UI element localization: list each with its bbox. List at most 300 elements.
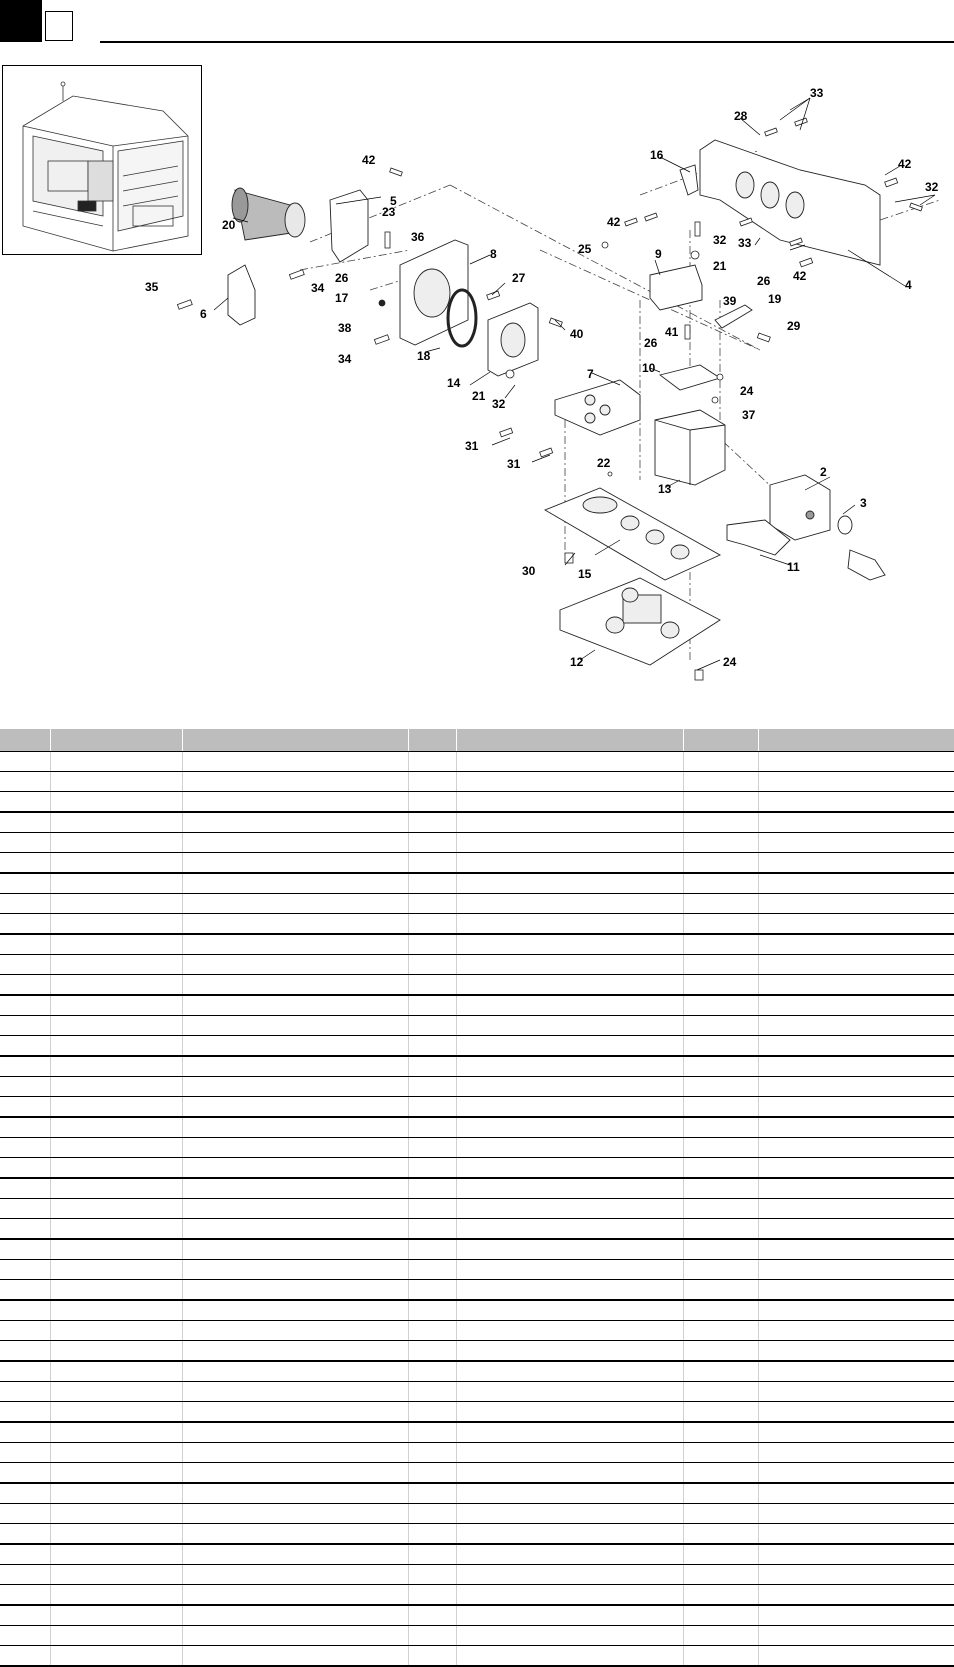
table-cell — [683, 1483, 758, 1504]
table-row — [0, 1585, 954, 1606]
table-cell — [408, 812, 456, 833]
callout-26b: 26 — [757, 274, 771, 288]
table-cell — [182, 934, 408, 955]
table-cell — [0, 1646, 50, 1667]
table-cell — [182, 975, 408, 996]
table-cell — [758, 812, 954, 833]
table-cell — [683, 1402, 758, 1423]
exploded-view-svg — [140, 80, 954, 700]
table-cell — [0, 1097, 50, 1118]
table-cell — [182, 1565, 408, 1585]
table-cell — [758, 1585, 954, 1606]
table-row — [0, 1178, 954, 1199]
table-row — [0, 1443, 954, 1463]
part-connector — [848, 550, 885, 580]
table-row — [0, 1341, 954, 1362]
table-cell — [758, 914, 954, 935]
table-cell — [182, 894, 408, 914]
table-cell — [182, 1260, 408, 1280]
table-cell — [683, 1605, 758, 1626]
table-row — [0, 1504, 954, 1524]
table-cell — [456, 1605, 683, 1626]
table-cell — [683, 1565, 758, 1585]
table-cell — [758, 1056, 954, 1077]
table-cell — [408, 1504, 456, 1524]
table-cell — [0, 1219, 50, 1240]
table-row — [0, 914, 954, 935]
part-19-clip — [715, 305, 752, 328]
table-cell — [456, 1422, 683, 1443]
table-cell — [683, 1199, 758, 1219]
table-cell — [408, 1565, 456, 1585]
table-cell — [50, 752, 182, 772]
table-cell — [50, 934, 182, 955]
table-cell — [0, 812, 50, 833]
table-cell — [758, 1382, 954, 1402]
table-cell — [456, 1382, 683, 1402]
table-cell — [683, 1646, 758, 1667]
table-cell — [408, 1483, 456, 1504]
table-row — [0, 833, 954, 853]
callout-7: 7 — [587, 367, 594, 381]
table-cell — [182, 1117, 408, 1138]
table-row — [0, 752, 954, 772]
table-cell — [0, 772, 50, 792]
table-cell — [0, 1626, 50, 1646]
table-cell — [408, 995, 456, 1016]
table-cell — [50, 1117, 182, 1138]
table-cell — [182, 1605, 408, 1626]
table-cell — [758, 1565, 954, 1585]
part-7-plate — [555, 380, 640, 435]
table-cell — [683, 1626, 758, 1646]
table-cell — [456, 1565, 683, 1585]
table-cell — [456, 1504, 683, 1524]
table-cell — [683, 1077, 758, 1097]
table-cell — [683, 1463, 758, 1484]
table-cell — [758, 1646, 954, 1667]
table-cell — [0, 934, 50, 955]
table-cell — [683, 833, 758, 853]
callout-40: 40 — [570, 327, 584, 341]
column-header — [182, 729, 408, 752]
table-cell — [0, 1158, 50, 1179]
parts-list-table — [0, 729, 954, 1667]
callout-39: 39 — [723, 294, 737, 308]
table-row — [0, 1463, 954, 1484]
table-cell — [50, 1260, 182, 1280]
table-cell — [683, 1524, 758, 1545]
table-cell — [50, 955, 182, 975]
table-cell — [408, 1097, 456, 1118]
table-cell — [456, 1036, 683, 1057]
table-cell — [182, 1504, 408, 1524]
table-cell — [456, 752, 683, 772]
callout-3: 3 — [860, 496, 867, 510]
table-cell — [456, 1402, 683, 1423]
table-cell — [408, 1178, 456, 1199]
table-cell — [408, 792, 456, 813]
table-cell — [683, 1117, 758, 1138]
table-cell — [182, 1524, 408, 1545]
table-cell — [182, 1158, 408, 1179]
table-cell — [683, 1504, 758, 1524]
table-cell — [182, 1300, 408, 1321]
callout-32b: 32 — [492, 397, 506, 411]
callout-37: 37 — [742, 408, 756, 422]
table-cell — [182, 1077, 408, 1097]
table-cell — [456, 1341, 683, 1362]
table-cell — [182, 1341, 408, 1362]
table-row — [0, 1219, 954, 1240]
table-cell — [456, 1158, 683, 1179]
table-cell — [456, 1117, 683, 1138]
table-cell — [408, 1341, 456, 1362]
table-cell — [758, 1524, 954, 1545]
table-cell — [0, 1199, 50, 1219]
table-row — [0, 1321, 954, 1341]
table-cell — [0, 1443, 50, 1463]
table-cell — [0, 853, 50, 874]
table-cell — [456, 1239, 683, 1260]
parts-table-header-row — [0, 729, 954, 752]
callout-33b: 33 — [738, 236, 752, 250]
table-cell — [50, 894, 182, 914]
table-cell — [50, 1016, 182, 1036]
table-cell — [408, 1524, 456, 1545]
table-cell — [683, 853, 758, 874]
callout-24a: 24 — [740, 384, 754, 398]
table-cell — [683, 1382, 758, 1402]
table-cell — [0, 1422, 50, 1443]
table-row — [0, 873, 954, 894]
callout-28: 28 — [734, 109, 748, 123]
table-cell — [0, 975, 50, 996]
table-cell — [0, 1524, 50, 1545]
table-row — [0, 1382, 954, 1402]
table-cell — [456, 1280, 683, 1301]
table-cell — [50, 1524, 182, 1545]
table-cell — [456, 1300, 683, 1321]
table-cell — [758, 1626, 954, 1646]
table-row — [0, 1361, 954, 1382]
table-cell — [683, 1280, 758, 1301]
table-cell — [50, 1341, 182, 1362]
table-cell — [408, 1544, 456, 1565]
table-row — [0, 1138, 954, 1158]
table-cell — [50, 1402, 182, 1423]
table-cell — [456, 1199, 683, 1219]
table-cell — [408, 772, 456, 792]
table-cell — [758, 772, 954, 792]
table-cell — [182, 1239, 408, 1260]
table-cell — [408, 1422, 456, 1443]
table-cell — [50, 1646, 182, 1667]
table-cell — [683, 1260, 758, 1280]
table-cell — [456, 833, 683, 853]
table-cell — [758, 1219, 954, 1240]
table-row — [0, 853, 954, 874]
table-cell — [683, 752, 758, 772]
part-9-block — [650, 265, 702, 310]
table-cell — [0, 1260, 50, 1280]
callout-11: 11 — [787, 560, 800, 574]
table-cell — [456, 1097, 683, 1118]
table-cell — [182, 914, 408, 935]
callout-26c: 26 — [644, 336, 658, 350]
part-5-bracket — [330, 190, 368, 262]
table-cell — [50, 1138, 182, 1158]
table-cell — [182, 995, 408, 1016]
column-header — [456, 729, 683, 752]
part-6-clamp — [228, 265, 255, 325]
callout-42a: 42 — [362, 153, 376, 167]
table-cell — [408, 1056, 456, 1077]
table-cell — [50, 1199, 182, 1219]
table-cell — [408, 1239, 456, 1260]
table-cell — [182, 1402, 408, 1423]
table-cell — [0, 1036, 50, 1057]
callout-12: 12 — [570, 655, 584, 669]
table-cell — [456, 975, 683, 996]
table-cell — [0, 914, 50, 935]
table-cell — [182, 1443, 408, 1463]
table-cell — [456, 955, 683, 975]
table-cell — [683, 1178, 758, 1199]
table-row — [0, 1056, 954, 1077]
table-cell — [50, 1158, 182, 1179]
table-cell — [758, 1463, 954, 1484]
table-cell — [0, 1321, 50, 1341]
table-cell — [0, 833, 50, 853]
table-cell — [456, 1646, 683, 1667]
table-cell — [50, 1036, 182, 1057]
table-cell — [50, 1361, 182, 1382]
table-cell — [683, 1097, 758, 1118]
part-16-bracket — [680, 165, 698, 195]
table-cell — [182, 955, 408, 975]
table-cell — [758, 1117, 954, 1138]
table-cell — [182, 1199, 408, 1219]
column-header — [408, 729, 456, 752]
table-cell — [50, 1463, 182, 1484]
table-cell — [683, 1544, 758, 1565]
table-cell — [408, 914, 456, 935]
table-cell — [50, 873, 182, 894]
table-row — [0, 1199, 954, 1219]
table-cell — [408, 752, 456, 772]
callout-42b: 42 — [607, 215, 621, 229]
table-cell — [50, 995, 182, 1016]
table-row — [0, 1016, 954, 1036]
table-cell — [683, 934, 758, 955]
part-12-base-plate — [560, 578, 720, 665]
table-cell — [0, 1239, 50, 1260]
table-cell — [408, 1077, 456, 1097]
table-cell — [456, 812, 683, 833]
table-cell — [0, 1056, 50, 1077]
callout-34a: 34 — [311, 281, 325, 295]
callout-24b: 24 — [723, 655, 737, 669]
table-row — [0, 1402, 954, 1423]
table-cell — [683, 894, 758, 914]
table-cell — [456, 772, 683, 792]
callout-5: 5 — [390, 194, 397, 208]
callout-41: 41 — [665, 325, 679, 339]
table-cell — [408, 1016, 456, 1036]
table-cell — [683, 975, 758, 996]
table-cell — [758, 1300, 954, 1321]
callout-29: 29 — [787, 319, 801, 333]
table-row — [0, 1646, 954, 1667]
callout-2: 2 — [820, 465, 827, 479]
table-row — [0, 1422, 954, 1443]
callout-22: 22 — [597, 456, 611, 470]
table-row — [0, 1300, 954, 1321]
table-cell — [0, 955, 50, 975]
table-cell — [182, 1219, 408, 1240]
table-cell — [0, 873, 50, 894]
table-row — [0, 1605, 954, 1626]
table-cell — [408, 934, 456, 955]
table-cell — [182, 1016, 408, 1036]
table-cell — [0, 1178, 50, 1199]
table-cell — [683, 772, 758, 792]
table-row — [0, 1077, 954, 1097]
callout-23: 23 — [382, 205, 396, 219]
table-cell — [408, 833, 456, 853]
callout-26a: 26 — [335, 271, 349, 285]
table-cell — [408, 1280, 456, 1301]
table-cell — [683, 873, 758, 894]
table-cell — [182, 752, 408, 772]
table-cell — [182, 1626, 408, 1646]
table-cell — [408, 1036, 456, 1057]
table-cell — [408, 975, 456, 996]
table-cell — [408, 955, 456, 975]
table-cell — [758, 1280, 954, 1301]
table-cell — [0, 1463, 50, 1484]
table-cell — [456, 1626, 683, 1646]
table-cell — [0, 1504, 50, 1524]
table-row — [0, 772, 954, 792]
table-cell — [683, 1341, 758, 1362]
table-row — [0, 792, 954, 813]
callout-6: 6 — [200, 307, 207, 321]
table-cell — [182, 1138, 408, 1158]
table-cell — [456, 873, 683, 894]
callout-42d: 42 — [793, 269, 807, 283]
table-cell — [758, 995, 954, 1016]
table-cell — [50, 1219, 182, 1240]
table-cell — [50, 853, 182, 874]
table-cell — [408, 1443, 456, 1463]
table-row — [0, 1544, 954, 1565]
table-cell — [683, 1056, 758, 1077]
table-cell — [0, 1117, 50, 1138]
table-cell — [456, 1178, 683, 1199]
part-4-long-bracket — [700, 140, 880, 265]
table-cell — [408, 1463, 456, 1484]
table-cell — [408, 1199, 456, 1219]
table-cell — [683, 812, 758, 833]
table-cell — [50, 1544, 182, 1565]
table-cell — [758, 1077, 954, 1097]
column-header — [0, 729, 50, 752]
table-cell — [182, 1382, 408, 1402]
column-header — [50, 729, 182, 752]
callout-38: 38 — [338, 321, 352, 335]
table-cell — [758, 1544, 954, 1565]
table-cell — [50, 1382, 182, 1402]
table-cell — [182, 873, 408, 894]
table-row — [0, 1158, 954, 1179]
table-cell — [50, 1483, 182, 1504]
table-cell — [0, 1585, 50, 1606]
part-14-plate — [488, 303, 538, 376]
table-cell — [182, 1036, 408, 1057]
table-cell — [456, 894, 683, 914]
table-cell — [50, 833, 182, 853]
table-cell — [683, 1016, 758, 1036]
table-cell — [182, 1646, 408, 1667]
table-cell — [0, 995, 50, 1016]
table-row — [0, 894, 954, 914]
parts-drawings — [228, 140, 885, 665]
table-cell — [758, 1402, 954, 1423]
callout-20: 20 — [222, 218, 236, 232]
table-row — [0, 934, 954, 955]
part-13-box — [655, 410, 725, 485]
callout-35: 35 — [145, 280, 159, 294]
table-cell — [50, 1280, 182, 1301]
table-cell — [456, 1544, 683, 1565]
table-cell — [758, 1097, 954, 1118]
table-cell — [0, 1361, 50, 1382]
table-cell — [683, 955, 758, 975]
table-cell — [683, 1321, 758, 1341]
table-cell — [182, 1056, 408, 1077]
table-cell — [683, 1239, 758, 1260]
table-cell — [0, 1565, 50, 1585]
table-cell — [456, 995, 683, 1016]
table-cell — [456, 1483, 683, 1504]
table-cell — [408, 853, 456, 874]
callout-21a: 21 — [713, 259, 727, 273]
callout-13: 13 — [658, 482, 672, 496]
table-row — [0, 1097, 954, 1118]
exploded-parts-diagram — [140, 80, 954, 700]
table-cell — [456, 1463, 683, 1484]
callout-33a: 33 — [810, 86, 824, 100]
callout-34b: 34 — [338, 352, 352, 366]
callout-16: 16 — [650, 148, 664, 162]
table-cell — [758, 1443, 954, 1463]
table-cell — [50, 1585, 182, 1606]
table-cell — [683, 914, 758, 935]
table-cell — [758, 1138, 954, 1158]
table-cell — [758, 975, 954, 996]
table-cell — [182, 1422, 408, 1443]
table-cell — [758, 833, 954, 853]
table-cell — [0, 1138, 50, 1158]
table-cell — [683, 1036, 758, 1057]
table-cell — [456, 1056, 683, 1077]
table-cell — [50, 1422, 182, 1443]
table-cell — [408, 1646, 456, 1667]
table-cell — [408, 1605, 456, 1626]
table-cell — [758, 1341, 954, 1362]
